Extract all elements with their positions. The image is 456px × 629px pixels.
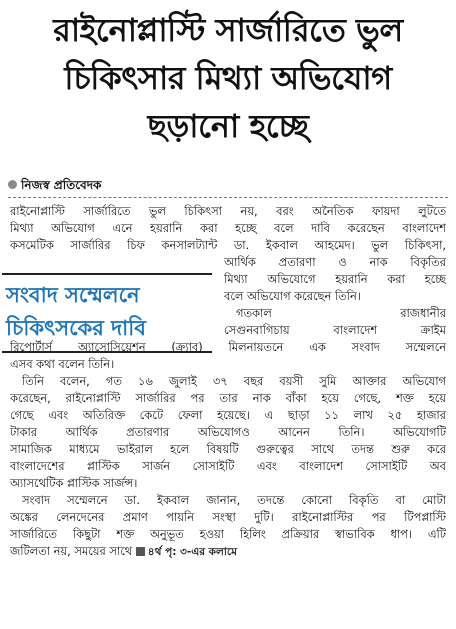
body-line: রাইনোপ্লাস্টি সার্জারিতে ভুল চিকিৎসা নয়, বরং অনৈতিক ফায়দা লুটতে [10, 204, 446, 218]
body-line: অ্যাসথেটিক প্লাস্টিক সার্জন্স। [10, 476, 138, 490]
square-bullet-icon [136, 547, 145, 556]
body-line: গেছে এবং অতিরিক্ত কেটে ফেলা হয়েছে। এ ছাড়া ১১ লাখ ২৫ হাজার [10, 408, 446, 422]
continuation-note [136, 544, 237, 560]
body-line: রিপোর্টার্স অ্যাসোসিয়েশন (ক্র্যাব) মিলনায়তনে এক সংবাদ সম্মেলনে [10, 340, 446, 354]
body-line: অঙ্কের লেনদেনের প্রমাণ পায়নি সংস্থা দুটি। রাইনোপ্লাস্টির পর টিপপ্লাস্টি [10, 510, 446, 524]
body-line: বলে অভিযোগ করেছেন তিনি। [224, 289, 361, 303]
headline [10, 6, 446, 150]
byline-divider [8, 197, 448, 198]
body-line: মিথ্যা অভিযোগে হয়রানি করা হচ্ছে [224, 272, 446, 286]
body-line: কসমেটিক সার্জারির চিফ কনসালট্যান্ট ডা. ইকবাল আহমেদ। ভুল চিকিৎসা, [10, 238, 446, 252]
pull-quote-line-1: সংবাদ সম্মেলনে [6, 283, 140, 307]
body-line: এসব কথা বলেন তিনি। [10, 357, 115, 371]
byline-text: নিজস্ব প্রতিবেদক [21, 178, 102, 192]
body-line: আর্থিক প্রতারণা ও নাক বিকৃতির [224, 255, 446, 269]
body-line: মিথ্যা অভিযোগ এনে হয়রানি করা হচ্ছে বলে দাবি করেছেন বাংলাদেশ [10, 221, 446, 235]
body-line: টাকার আর্থিক প্রতারণার অভিযোগও আনেন তিনি। অভিযোগটি [10, 425, 446, 439]
continuation-text: ৪র্থ পৃ: ৩-এর কলামে [147, 546, 237, 558]
body-line: সামাজিক মাধ্যমে ভাইরাল হলে বিষয়টি গুরুত্বের সাথে তদন্ত শুরু করে [10, 442, 446, 456]
bullet-icon [8, 180, 17, 189]
headline-line-3: ছড়ানো হচ্ছে [147, 107, 309, 145]
body-line-text: জটিলতা নয়, সময়ের সাথে [10, 544, 133, 558]
body-line: সেগুনবাগিচায় বাংলাদেশ ক্রাইম [224, 323, 446, 337]
body-line: সার্জারিতে কিছুটা শক্ত অনুভূত হওয়া হিলিং প্রক্রিয়ার স্বাভাবিক ধাপ। এটি [10, 527, 446, 541]
body-line-last [10, 543, 446, 560]
pull-quote-line-2: চিকিৎসকের দাবি [6, 316, 146, 340]
body-line: করেছেন, রাইনোপ্লাস্টি সার্জারির পর তার নাক বাঁকা হয়ে গেছে, শক্ত হয়ে [10, 391, 446, 405]
headline-line-1: রাইনোপ্লাস্টি সার্জারিতে ভুল [53, 11, 403, 49]
headline-line-2: চিকিৎসার মিথ্যা অভিযোগ [64, 59, 392, 97]
byline [8, 177, 448, 193]
body-line: সংবাদ সম্মেলনে ডা. ইকবাল জানান, তদন্তে কোনো বিকৃতি বা মোটা [22, 493, 446, 507]
body-line: বাংলাদেশের প্লাস্টিক সার্জন সোসাইটি এবং বাংলাদেশ সোসাইটি অব [10, 459, 446, 473]
body-line: গতকাল রাজধানীর [236, 306, 446, 320]
body-line: তিনি বলেন, গত ১৬ জুলাই ৩৭ বছর বয়সী সুমি আক্তার অভিযোগ [22, 374, 446, 388]
